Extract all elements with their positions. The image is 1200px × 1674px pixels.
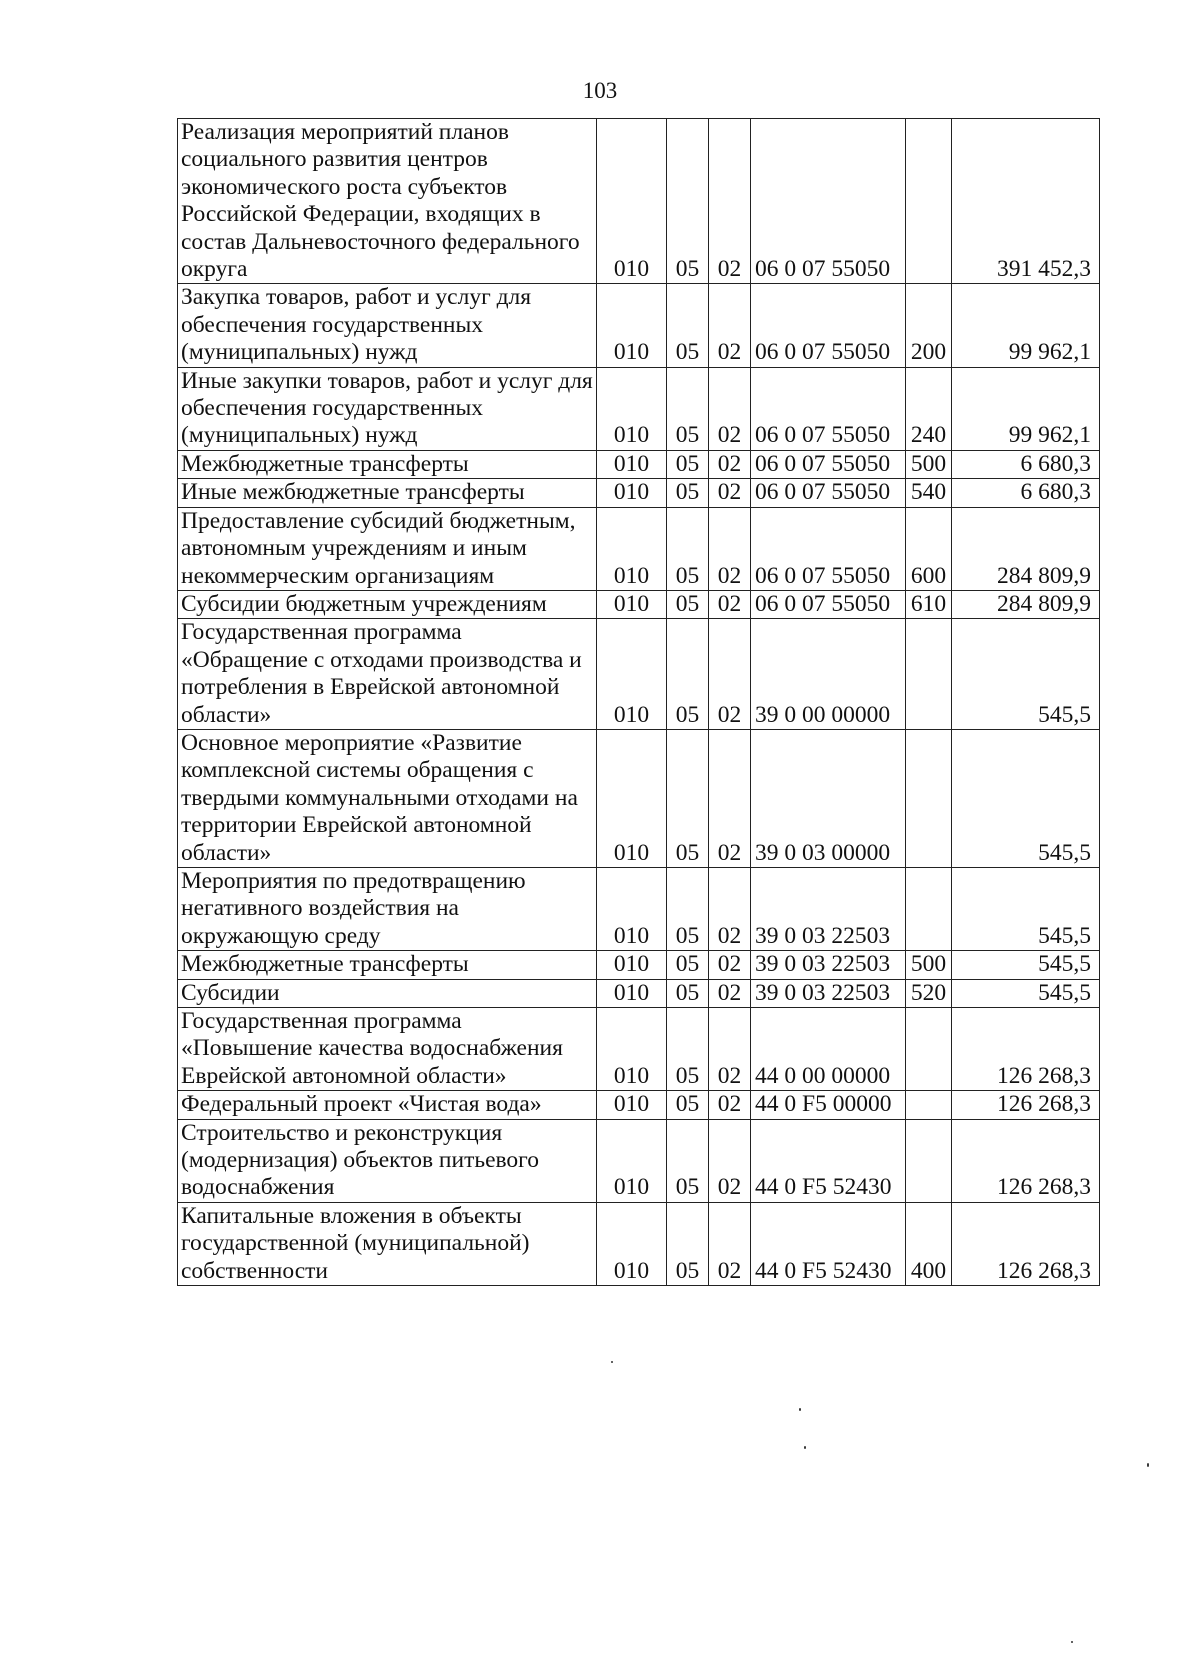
budget-table [177, 118, 1100, 1286]
row-amount: 99 962,1 [952, 284, 1100, 367]
row-gr-code: 010 [597, 450, 667, 478]
row-section-code: 05 [667, 367, 709, 450]
row-target-article: 06 0 07 55050 [751, 450, 906, 478]
row-amount: 545,5 [952, 979, 1100, 1007]
scan-speck [611, 1361, 613, 1363]
row-gr-code: 010 [597, 729, 667, 867]
table-row [178, 119, 1100, 284]
row-amount: 126 268,3 [952, 1008, 1100, 1091]
row-amount: 545,5 [952, 951, 1100, 979]
row-amount: 545,5 [952, 867, 1100, 950]
row-subsection-code: 02 [709, 729, 751, 867]
table-row [178, 1202, 1100, 1285]
row-target-article: 39 0 03 22503 [751, 867, 906, 950]
row-section-code: 05 [667, 1091, 709, 1119]
row-name: Мероприятия по предотвращению негативного воздействия на окружающую среду [178, 867, 597, 950]
row-target-article: 44 0 00 00000 [751, 1008, 906, 1091]
row-subsection-code: 02 [709, 590, 751, 618]
row-subsection-code: 02 [709, 1119, 751, 1202]
row-subsection-code: 02 [709, 1008, 751, 1091]
row-expense-type [906, 1008, 952, 1091]
row-section-code: 05 [667, 507, 709, 590]
row-name: Субсидии бюджетным учреждениям [178, 590, 597, 618]
row-expense-type [906, 729, 952, 867]
row-amount: 6 680,3 [952, 479, 1100, 507]
table-row [178, 1008, 1100, 1091]
row-section-code: 05 [667, 450, 709, 478]
row-expense-type: 610 [906, 590, 952, 618]
row-subsection-code: 02 [709, 450, 751, 478]
row-name: Субсидии [178, 979, 597, 1007]
row-amount: 6 680,3 [952, 450, 1100, 478]
row-name: Федеральный проект «Чистая вода» [178, 1091, 597, 1119]
row-gr-code: 010 [597, 367, 667, 450]
row-section-code: 05 [667, 590, 709, 618]
row-expense-type: 400 [906, 1202, 952, 1285]
row-name: Иные межбюджетные трансферты [178, 479, 597, 507]
row-gr-code: 010 [597, 1202, 667, 1285]
table-row [178, 867, 1100, 950]
row-subsection-code: 02 [709, 1202, 751, 1285]
table-row [178, 951, 1100, 979]
row-section-code: 05 [667, 979, 709, 1007]
scan-speck [799, 1408, 801, 1411]
row-expense-type: 200 [906, 284, 952, 367]
table-row [178, 367, 1100, 450]
row-target-article: 06 0 07 55050 [751, 367, 906, 450]
row-name: Реализация мероприятий планов социального развития центров экономического роста субъектов Российской Федерации, входящих в состав Дальневосточного федерального округа [178, 119, 597, 284]
row-gr-code: 010 [597, 119, 667, 284]
table-row [178, 450, 1100, 478]
row-subsection-code: 02 [709, 507, 751, 590]
row-target-article: 39 0 03 22503 [751, 951, 906, 979]
scan-speck [804, 1446, 806, 1449]
row-gr-code: 010 [597, 284, 667, 367]
row-target-article: 06 0 07 55050 [751, 507, 906, 590]
row-amount: 99 962,1 [952, 367, 1100, 450]
row-amount: 126 268,3 [952, 1091, 1100, 1119]
row-amount: 545,5 [952, 619, 1100, 730]
row-target-article: 39 0 03 00000 [751, 729, 906, 867]
row-name: Государственная программа «Обращение с отходами производства и потребления в Еврейской автономной области» [178, 619, 597, 730]
row-subsection-code: 02 [709, 951, 751, 979]
row-amount: 284 809,9 [952, 507, 1100, 590]
row-gr-code: 010 [597, 479, 667, 507]
row-section-code: 05 [667, 1202, 709, 1285]
row-name: Закупка товаров, работ и услуг для обеспечения государственных (муниципальных) нужд [178, 284, 597, 367]
row-section-code: 05 [667, 284, 709, 367]
row-subsection-code: 02 [709, 867, 751, 950]
row-expense-type [906, 119, 952, 284]
row-expense-type [906, 619, 952, 730]
row-expense-type: 540 [906, 479, 952, 507]
row-expense-type [906, 1119, 952, 1202]
row-gr-code: 010 [597, 979, 667, 1007]
row-expense-type [906, 1091, 952, 1119]
row-target-article: 39 0 00 00000 [751, 619, 906, 730]
row-gr-code: 010 [597, 951, 667, 979]
row-name: Основное мероприятие «Развитие комплексной системы обращения с твердыми коммунальными отходами на территории Еврейской автономной области» [178, 729, 597, 867]
row-expense-type: 600 [906, 507, 952, 590]
row-expense-type: 500 [906, 951, 952, 979]
budget-table-body [178, 119, 1100, 1286]
row-name: Предоставление субсидий бюджетным, автономным учреждениям и иным некоммерческим организациям [178, 507, 597, 590]
row-section-code: 05 [667, 119, 709, 284]
row-subsection-code: 02 [709, 284, 751, 367]
row-name: Капитальные вложения в объекты государственной (муниципальной) собственности [178, 1202, 597, 1285]
row-subsection-code: 02 [709, 619, 751, 730]
row-target-article: 44 0 F5 52430 [751, 1202, 906, 1285]
table-row [178, 590, 1100, 618]
row-subsection-code: 02 [709, 1091, 751, 1119]
row-expense-type: 240 [906, 367, 952, 450]
row-name: Строительство и реконструкция (модернизация) объектов питьевого водоснабжения [178, 1119, 597, 1202]
row-target-article: 06 0 07 55050 [751, 284, 906, 367]
row-target-article: 44 0 F5 52430 [751, 1119, 906, 1202]
row-amount: 126 268,3 [952, 1119, 1100, 1202]
row-gr-code: 010 [597, 619, 667, 730]
row-target-article: 06 0 07 55050 [751, 479, 906, 507]
row-section-code: 05 [667, 619, 709, 730]
row-amount: 545,5 [952, 729, 1100, 867]
table-row [178, 1091, 1100, 1119]
scan-speck [1147, 1463, 1149, 1467]
row-name: Межбюджетные трансферты [178, 450, 597, 478]
row-amount: 391 452,3 [952, 119, 1100, 284]
row-subsection-code: 02 [709, 119, 751, 284]
table-row [178, 619, 1100, 730]
row-gr-code: 010 [597, 1091, 667, 1119]
row-gr-code: 010 [597, 507, 667, 590]
scan-speck [1071, 1641, 1073, 1643]
row-amount: 126 268,3 [952, 1202, 1100, 1285]
row-target-article: 44 0 F5 00000 [751, 1091, 906, 1119]
row-subsection-code: 02 [709, 367, 751, 450]
table-row [178, 979, 1100, 1007]
row-target-article: 06 0 07 55050 [751, 119, 906, 284]
row-section-code: 05 [667, 951, 709, 979]
row-section-code: 05 [667, 729, 709, 867]
table-row [178, 507, 1100, 590]
row-target-article: 06 0 07 55050 [751, 590, 906, 618]
row-section-code: 05 [667, 1008, 709, 1091]
row-section-code: 05 [667, 1119, 709, 1202]
row-subsection-code: 02 [709, 979, 751, 1007]
page-number: 103 [582, 78, 618, 103]
row-name: Государственная программа «Повышение качества водоснабжения Еврейской автономной области» [178, 1008, 597, 1091]
row-expense-type: 500 [906, 450, 952, 478]
row-name: Иные закупки товаров, работ и услуг для обеспечения государственных (муниципальных) нужд [178, 367, 597, 450]
row-gr-code: 010 [597, 867, 667, 950]
row-gr-code: 010 [597, 1008, 667, 1091]
row-expense-type: 520 [906, 979, 952, 1007]
row-gr-code: 010 [597, 1119, 667, 1202]
row-name: Межбюджетные трансферты [178, 951, 597, 979]
table-row [178, 479, 1100, 507]
row-expense-type [906, 867, 952, 950]
row-section-code: 05 [667, 479, 709, 507]
table-row [178, 284, 1100, 367]
table-row [178, 1119, 1100, 1202]
row-subsection-code: 02 [709, 479, 751, 507]
row-gr-code: 010 [597, 590, 667, 618]
row-amount: 284 809,9 [952, 590, 1100, 618]
row-section-code: 05 [667, 867, 709, 950]
row-target-article: 39 0 03 22503 [751, 979, 906, 1007]
table-row [178, 729, 1100, 867]
